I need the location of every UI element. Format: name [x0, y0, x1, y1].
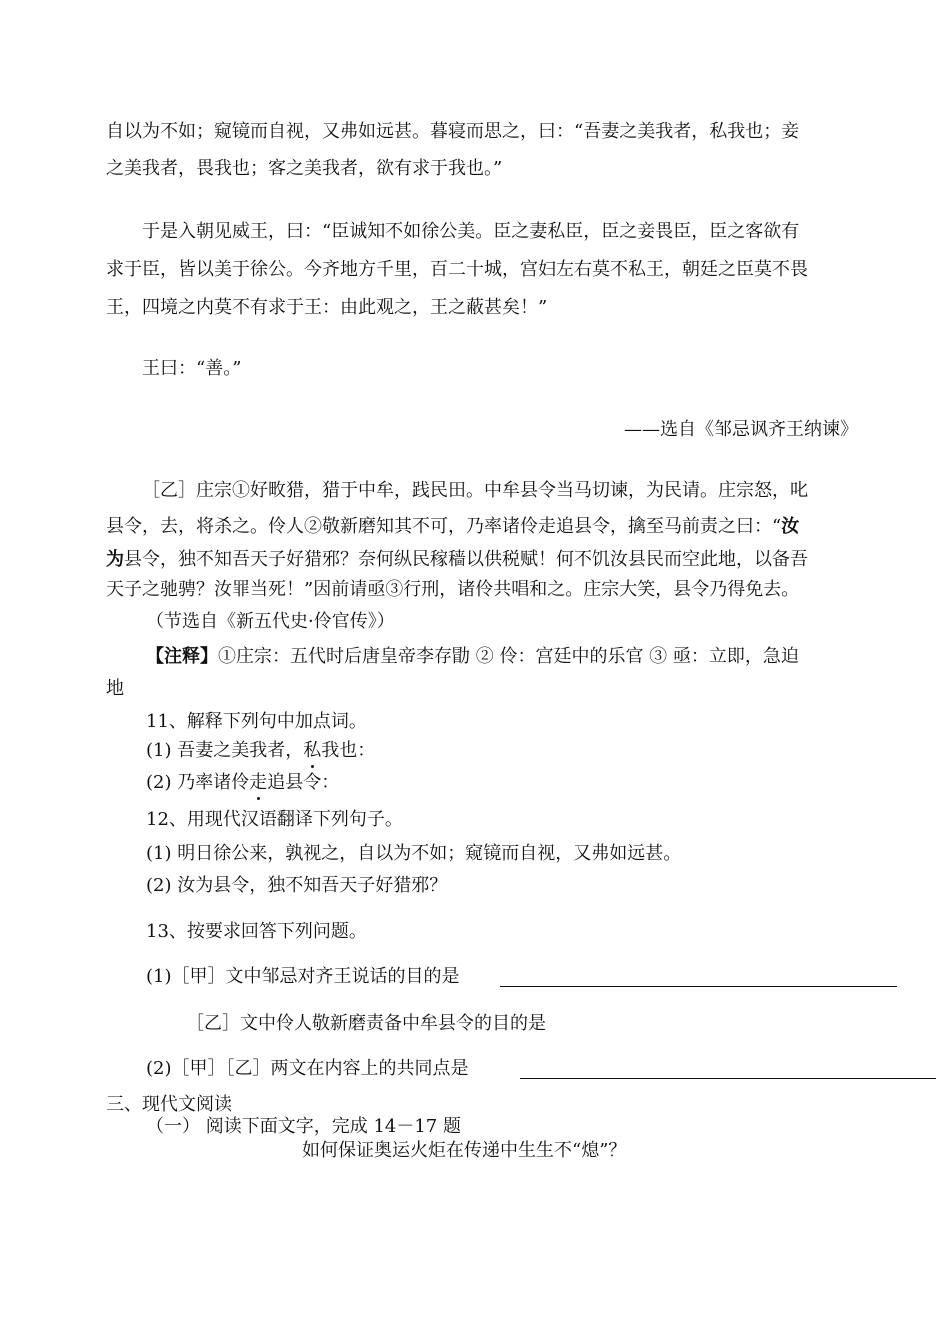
- yi-source: （节选自《新五代史·伶官传》）: [146, 611, 395, 632]
- jia-p1-line2: 之美我者，畏我也；客之美我者，欲有求于我也。”: [106, 158, 503, 179]
- section3-heading: 三、现代文阅读: [106, 1094, 232, 1115]
- jia-p2-line2: 求于臣，皆以美于徐公。今齐地方千里，百二十城，宫妇左右莫不私王，朝廷之臣莫不畏: [106, 259, 808, 280]
- q13-s1b: ［乙］文中伶人敬新磨责备中牟县令的目的是: [186, 1013, 546, 1034]
- yi-bold-wei: 为: [106, 549, 124, 570]
- q12-s2: (2) 汝为县令，独不知吾天子好猎邪？: [146, 875, 448, 896]
- q12-title: 12、用现代汉语翻译下列句子。: [146, 809, 403, 830]
- q12-s1: (1) 明日徐公来，孰视之，自以为不如；窥镜而自视，又弗如远甚。: [146, 843, 682, 864]
- q13-s2: (2)［甲］［乙］两文在内容上的共同点是: [146, 1058, 469, 1079]
- jia-p2-line3: 王，四境之内莫不有求于王：由此观之，王之蔽甚矣！”: [106, 297, 548, 318]
- q11-s1-dotted-word: 私: [303, 740, 322, 761]
- q13-s1a-answer-line[interactable]: [500, 986, 897, 987]
- q13-s1a: (1)［甲］文中邹忌对齐王说话的目的是: [146, 966, 460, 987]
- yi-line1b: [106, 515, 799, 539]
- jia-p1-line1: 自以为不如；窥镜而自视，又弗如远甚。暮寝而思之，曰：“吾妻之美我者，私我也；妾: [106, 121, 800, 142]
- q11-s1: [146, 739, 375, 763]
- q11-title: 11、解释下列句中加点词。: [146, 711, 367, 732]
- yi-line2: [106, 548, 808, 572]
- note-text: ①庄宗：五代时后唐皇帝李存勖 ② 伶：宫廷中的乐官 ③ 亟：立即，急迫: [218, 646, 799, 667]
- article-title: 如何保证奥运火炬在传递中生生不“熄”？: [302, 1140, 627, 1161]
- yi-line1: ［乙］庄宗①好畋猎，猎于中牟，践民田。中牟县令当马切谏，为民请。庄宗怒，叱: [142, 480, 808, 501]
- yi-note-wrap: 地: [106, 678, 124, 699]
- jia-source: ——选自《邹忌讽齐王纳谏》: [624, 419, 858, 440]
- q11-s2: [146, 771, 339, 795]
- q11-s1-post: 我也：: [321, 740, 376, 761]
- section3-sub: （一） 阅读下面文字，完成 14－17 题: [146, 1116, 461, 1137]
- yi-line1b-text: 县令，去，将杀之。伶人②敬新磨知其不可，乃率诸伶走追县令，擒至马前责之曰：“: [106, 516, 782, 537]
- q11-s2-dotted-word: 走: [249, 772, 268, 793]
- q13-title: 13、按要求回答下列问题。: [146, 921, 367, 942]
- q11-s2-post: 追县令：: [267, 772, 340, 793]
- yi-line2-text: 县令，独不知吾天子好猎邪？奈何纵民稼穑以供税赋！何不饥汝县民而空此地，以备吾: [124, 549, 808, 570]
- jia-p3: 王曰：“善。”: [142, 358, 242, 379]
- jia-p2-line1: 于是入朝见威王，曰：“臣诚知不如徐公美。臣之妻私臣，臣之妾畏臣，臣之客欲有: [142, 221, 800, 242]
- yi-note: [146, 645, 799, 669]
- yi-line3: 天子之驰骋？汝罪当死！”因前请亟③行刑，诸伶共唱和之。庄宗大笑，县令乃得免去。: [106, 579, 800, 600]
- q11-s1-pre: (1) 吾妻之美我者，: [146, 740, 304, 761]
- q13-s2-answer-line[interactable]: [520, 1078, 936, 1079]
- note-label: 【注释】: [146, 646, 218, 667]
- q11-s2-pre: (2) 乃率诸伶: [146, 772, 250, 793]
- yi-bold-ru: 汝: [781, 516, 800, 537]
